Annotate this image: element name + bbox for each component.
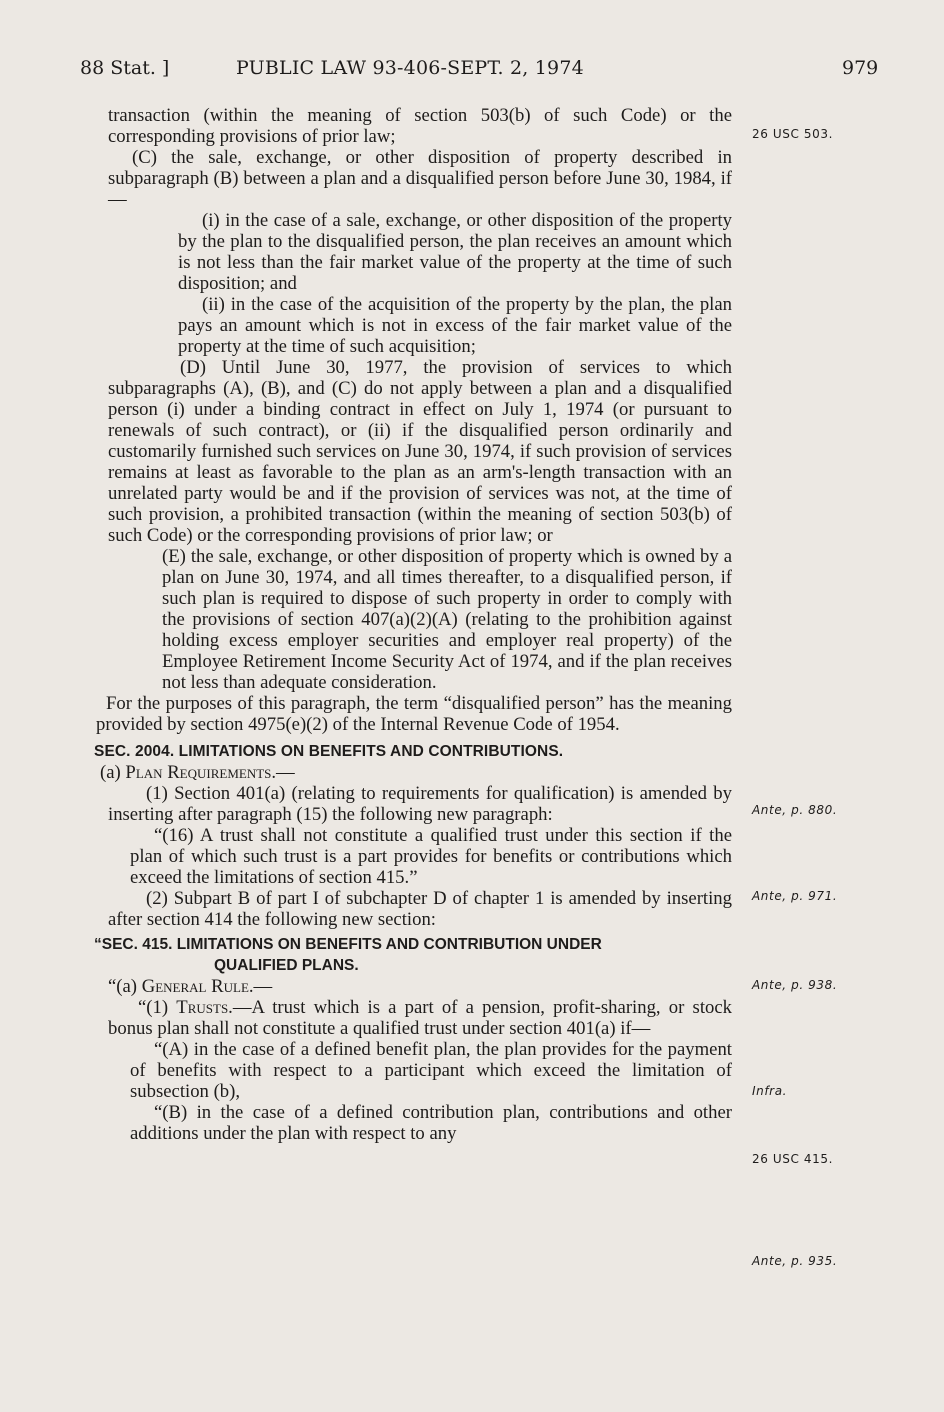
clause-i: (i) in the case of a sale, exchange, or other disposition of the property by the plan to the disqualified person, the plan receives an amount which is not less than the fair market value of the property at the time of such disposition; and [178, 210, 732, 294]
margin-note-infra: Infra. [752, 1084, 788, 1098]
page-title: PUBLIC LAW 93-406-SEPT. 2, 1974 [236, 57, 584, 79]
margin-note-26-usc-503: 26 USC 503. [752, 127, 833, 141]
trusts-text: —A trust which is a part of a pension, profit-sharing, or stock bonus plan shall not constitute a qualified trust under section 401(a) if— [108, 997, 732, 1039]
trusts-prefix: “(1) [138, 997, 169, 1018]
subsection-a-heading [100, 762, 732, 783]
statute-body [94, 105, 732, 1144]
margin-note-ante-935: Ante, p. 935. [752, 1254, 838, 1268]
section-2004-heading: SEC. 2004. LIMITATIONS ON BENEFITS AND CONTRIBUTIONS. [94, 743, 564, 760]
page-number: 979 [842, 57, 879, 79]
general-rule-heading [108, 976, 732, 997]
margin-note-ante-971: Ante, p. 971. [752, 889, 838, 903]
margin-note-ante-880: Ante, p. 880. [752, 803, 838, 817]
definition-paragraph: For the purposes of this paragraph, the term “disqualified person” has the meaning provided by section 4975(e)(2) of the Internal Revenue Code of 1954. [96, 693, 732, 735]
margin-note-26-usc-415: 26 USC 415. [752, 1152, 833, 1166]
subsection-a-number: (a) [100, 762, 121, 783]
paragraph-2004-a-2: (2) Subpart B of part I of subchapter D of chapter 1 is amended by inserting after section 414 the following new section: [108, 888, 732, 930]
section-415-heading [94, 934, 732, 976]
paragraph-d: (D) Until June 30, 1977, the provision of services to which subparagraphs (A), (B), and (C) do not apply between a plan and a disqualified person (i) under a binding contract in effect on July 1, 1974 (or pursuant to renewals of such contract), or (ii) if the disqualified person ordinarily and customarily furnished such services on June 30, 1974, if such provision of services remains at least as favorable to the plan as an arm's-length transaction with an unrelated party would be and if the provision of services was not, at the time of such provision, a prohibited transaction (within the meaning of section 503(b) of such Code) or the corresponding provisions of prior law; or [108, 357, 732, 546]
paragraph-c: (C) the sale, exchange, or other disposition of property described in subparagraph (B) between a plan and a disqualified person before June 30, 1984, if— [108, 147, 732, 210]
trusts-paragraph [108, 997, 732, 1039]
paragraph-e: (E) the sale, exchange, or other disposition of property which is owned by a plan on June 30, 1974, and all times thereafter, to a disqualified person, if such plan is required to dispose of such property in order to comply with the provisions of section 407(a)(2)(A) (relating to the prohibition against holding excess employer securities and employer real property) of the Employee Retirement Income Security Act of 1974, and if the plan receives not less than adequate consideration. [162, 546, 732, 693]
trusts-title: Trusts. [176, 997, 233, 1018]
page-header [0, 57, 944, 83]
section-415-heading-line1: “SEC. 415. LIMITATIONS ON BENEFITS AND CONTRIBUTION UNDER [94, 936, 602, 953]
paragraph-b-continuation: transaction (within the meaning of section 503(b) of such Code) or the corresponding provisions of prior law; [108, 105, 732, 147]
general-rule-title: General Rule.— [141, 976, 273, 997]
volume-citation: 88 Stat. ] [80, 57, 170, 79]
clause-415-a-1-b: “(B) in the case of a defined contribution plan, contributions and other additions under the plan with respect to any [130, 1102, 732, 1144]
margin-note-ante-938: Ante, p. 938. [752, 978, 838, 992]
clause-415-a-1-a: “(A) in the case of a defined benefit plan, the plan provides for the payment of benefits with respect to a participant which exceed the limitation of subsection (b), [130, 1039, 732, 1102]
clause-ii: (ii) in the case of the acquisition of the property by the plan, the plan pays an amount which is not in excess of the fair market value of the property at the time of such acquisition; [178, 294, 732, 357]
section-415-heading-line2: QUALIFIED PLANS. [214, 957, 359, 974]
new-paragraph-16: “(16) A trust shall not constitute a qualified trust under this section if the plan of which such trust is a part provides for benefits or contributions which exceed the limitations of section 415.” [130, 825, 732, 888]
subsection-a-title: Plan Requirements.— [125, 762, 295, 783]
general-rule-prefix: “(a) [108, 976, 138, 997]
paragraph-2004-a-1: (1) Section 401(a) (relating to requirements for qualification) is amended by inserting after paragraph (15) the following new paragraph: [108, 783, 732, 825]
